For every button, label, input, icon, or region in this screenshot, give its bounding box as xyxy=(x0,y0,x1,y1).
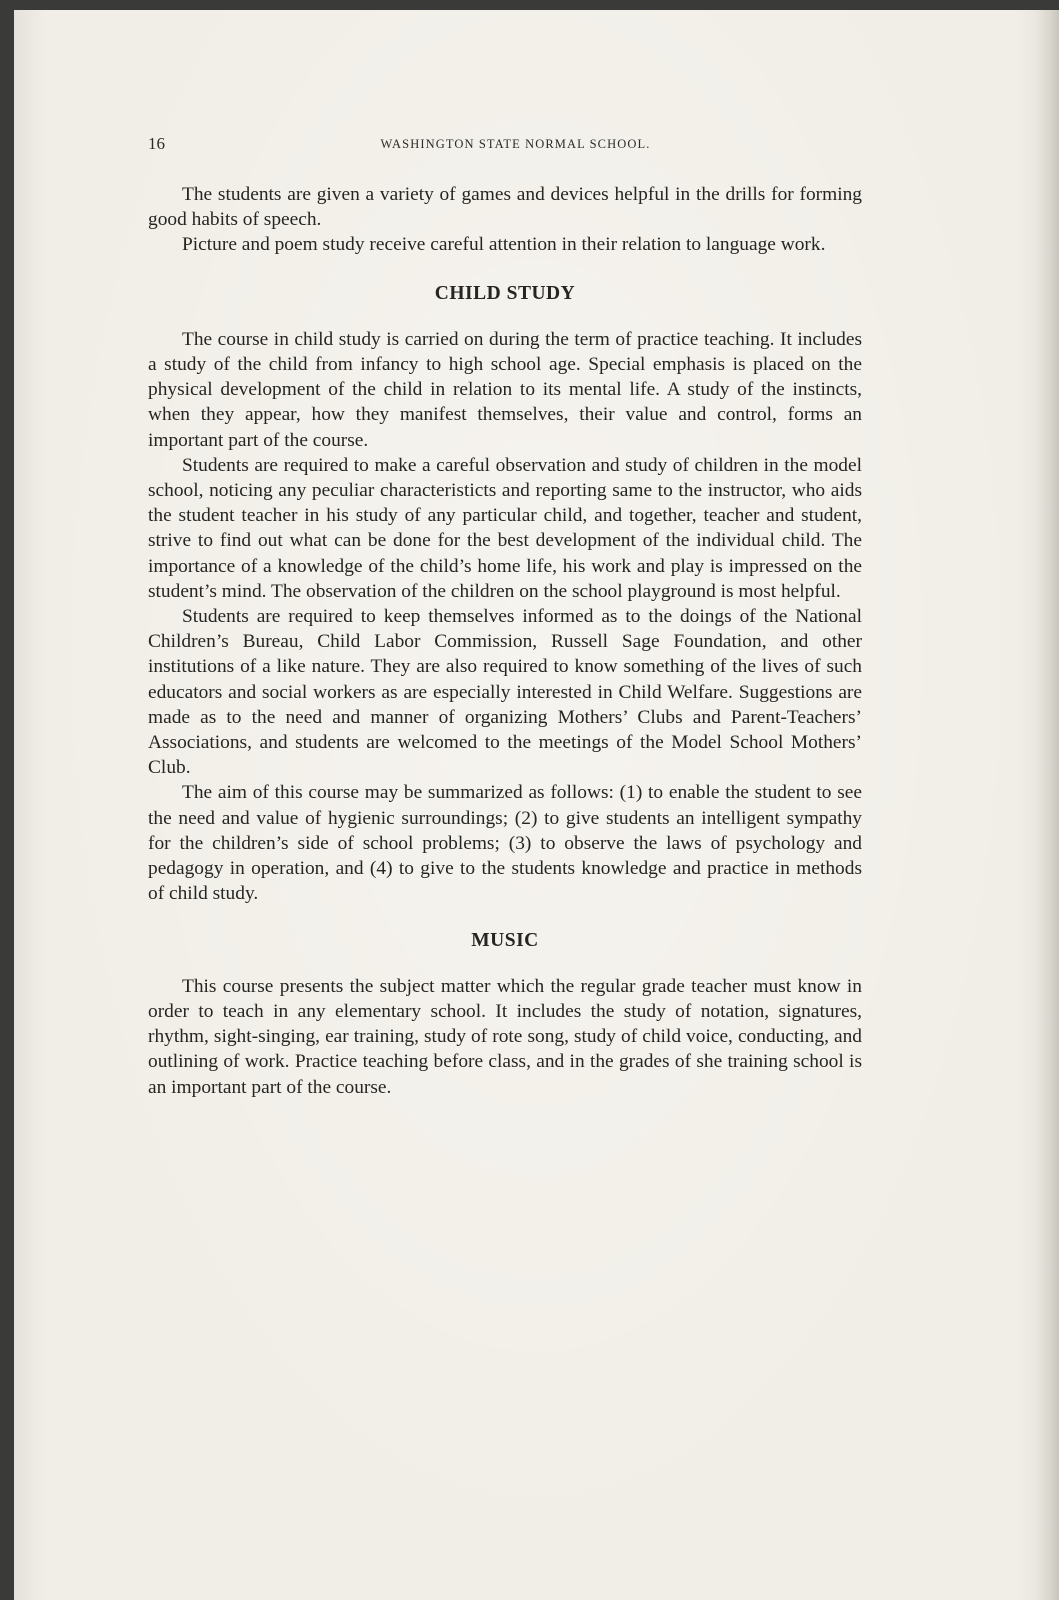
page-number: 16 xyxy=(148,134,165,153)
intro-section xyxy=(148,182,862,258)
child-study-paragraph-4: The aim of this course may be summarized as follows: (1) to enable the student to see the need and value of hygienic surroundings; (2) to give students an intelligent sympathy for the children’s side of school problems; (3) to observe the laws of psychology and pedagogy in operation, and (4) to give to the students knowledge and practice in methods of child study. xyxy=(148,782,862,905)
page-body xyxy=(148,182,862,1100)
child-study-paragraph-1: The course in child study is carried on during the term of practice teaching. It includes a study of the child from infancy to high school age. Special emphasis is placed on the physical development of the child in relation to its mental life. A study of the instincts, when they appear, how they manifest themselves, their value and control, forms an important part of the course. xyxy=(148,328,862,451)
page-header xyxy=(148,134,883,156)
child-study-paragraph-2: Students are required to make a careful observation and study of children in the model school, noticing any peculiar characteristicts and reporting same to the instructor, who aids the student teacher in his study of any particular child, and together, teacher and student, strive to find out what can be done for the best development of the individual child. The importance of a knowledge of the child’s home life, his work and play is impressed on the student’s mind. The observation of the children on the school playground is most helpful. xyxy=(148,454,862,602)
running-head: WASHINGTON STATE NORMAL SCHOOL. xyxy=(380,137,651,151)
intro-paragraph-2: Picture and poem study receive careful attention in their relation to language work. xyxy=(182,234,826,256)
music-paragraph-1: This course presents the subject matter which the regular grade teacher must know in order to teach in any elementary school. It includes the study of notation, signatures, rhythm, sight-singing, ear training, study of rote song, study of child voice, conducting, and outlining of work. Practice teaching before class, and in the grades of she training school is an important part of the course. xyxy=(148,975,862,1098)
child-study-heading: CHILD STUDY xyxy=(434,282,576,304)
music-section xyxy=(148,928,862,1099)
child-study-paragraph-3: Students are required to keep themselves informed as to the doings of the National Children’s Bureau, Child Labor Commission, Russell Sage Foundation, and other institutions of a like nature. They are also required to know something of the lives of such educators and social workers as are especially interested in Child Welfare. Suggestions are made as to the need and manner of organizing Mothers’ Clubs and Parent-Teachers’ Associations, and students are welcomed to the meetings of the Model School Mothers’ Club. xyxy=(148,606,862,779)
intro-paragraph-1: The students are given a variety of games and devices helpful in the drills for forming good habits of speech. xyxy=(148,184,862,231)
child-study-section xyxy=(148,281,862,907)
music-heading: MUSIC xyxy=(471,930,539,952)
page-edge-shadow xyxy=(1037,10,1059,1600)
